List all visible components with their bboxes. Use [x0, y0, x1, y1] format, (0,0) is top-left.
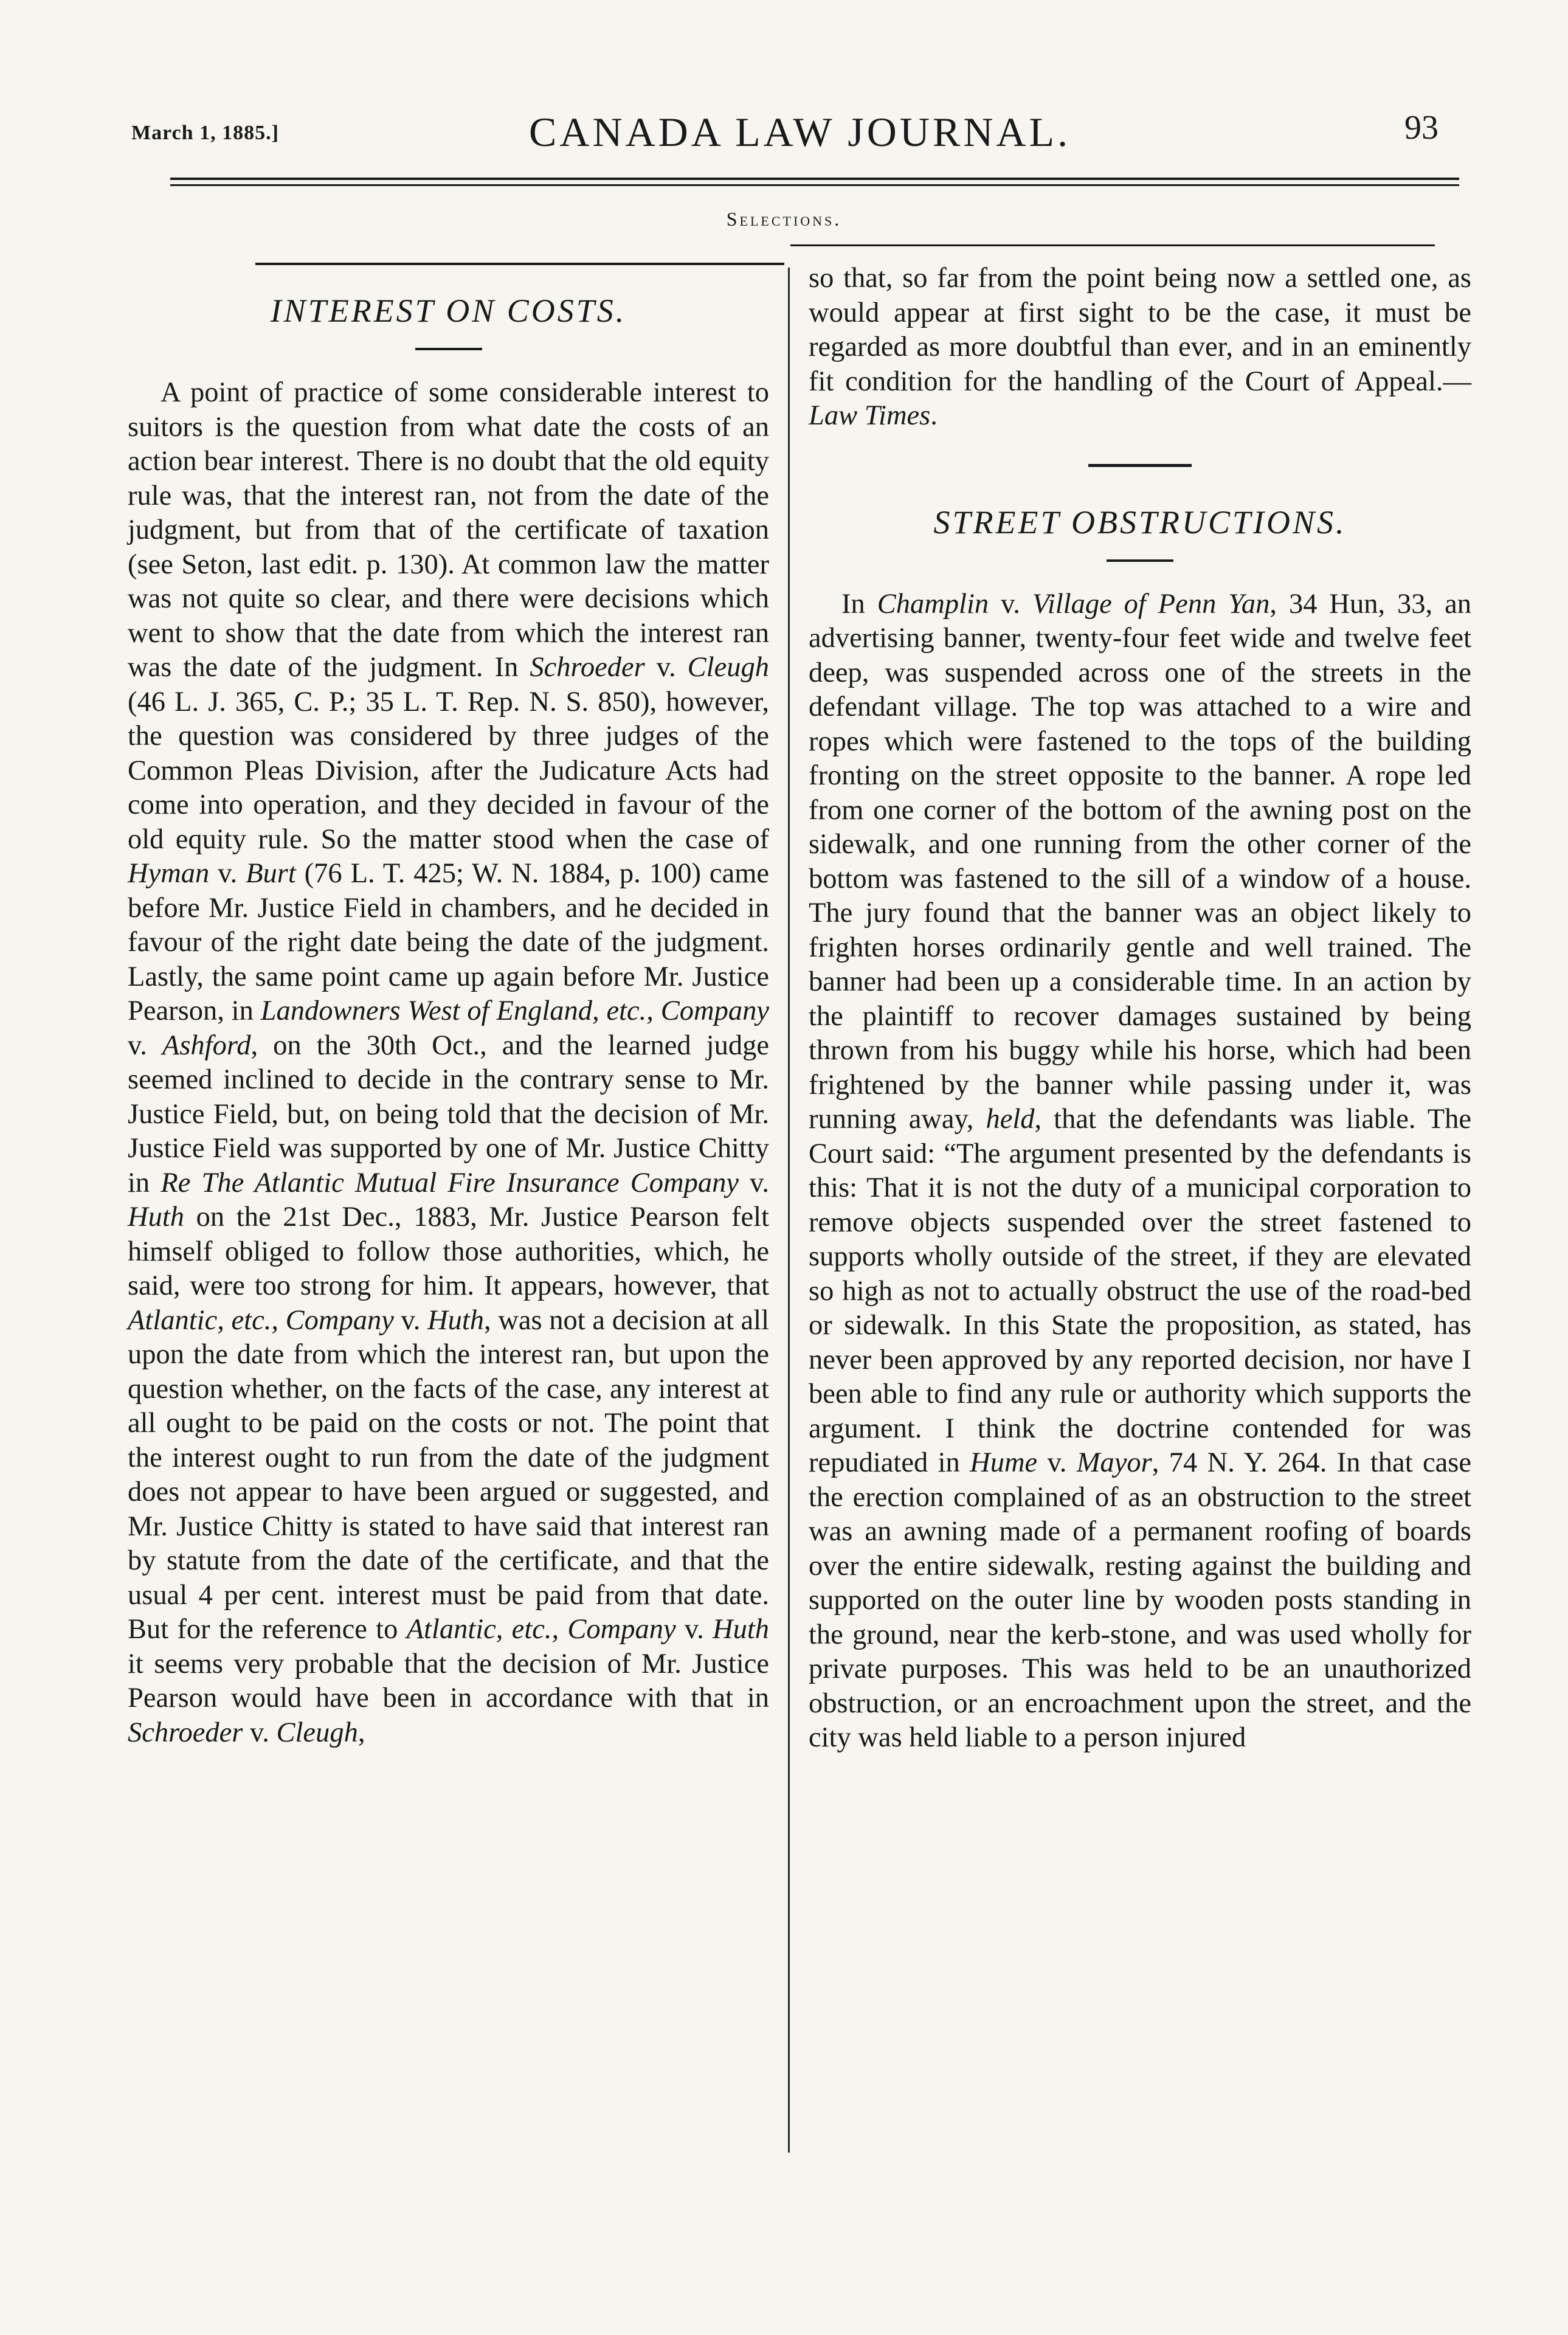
italic-text: Village of Penn Yan [1032, 588, 1270, 620]
italic-text: Schroeder [128, 1717, 243, 1748]
title-rule [415, 348, 482, 350]
header-rule-bottom [170, 184, 1459, 186]
italic-text: Mayor [1076, 1447, 1152, 1478]
italic-text: Huth [427, 1304, 485, 1336]
italic-text: Hume [970, 1447, 1038, 1478]
header-date: March 1, 1885.] [131, 122, 279, 144]
italic-text: Cleugh [687, 652, 769, 683]
article-continuation-interest-on-costs: so that, so far from the point being now a settled one, as would appear at first sight to be the case, it must be regarded as more doubtful than ever, and in an eminently fit condition for the handling of the Court of Appeal.—Law Times. [809, 263, 1471, 431]
italic-text: Re The Atlantic Mutual Fire Insurance Company [161, 1167, 739, 1199]
header-rule-top [170, 178, 1459, 180]
italic-text: Schroeder [530, 652, 645, 683]
italic-text: Ashford [162, 1029, 251, 1061]
italic-text: Burt [246, 858, 296, 889]
italic-text: Law Times [809, 400, 931, 431]
italic-text: held [986, 1104, 1035, 1135]
left-column [128, 261, 769, 1750]
article-body-street-obstructions: In Champlin v. Village of Penn Yan, 34 Hun, 33, an advertising banner, twenty-four feet wide and twelve feet deep, was suspended across one of the streets in the defendant village. The top was attached to a wire and ropes which were fastened to the tops of the building fronting on the street opposite to the banner. A rope led from one corner of the bottom of the awning post on the sidewalk, and one running from the other corner of the bottom was fastened to the sill of a window of a house. The jury found that the banner was an object likely to frighten horses ordinarily gentle and well trained. The banner had been up a considerable time. In an action by the plaintiff to recover damages sustained by being thrown from his buggy while his horse, which had been frightened by the banner while passing under it, was running away, held, that the defendants was liable. The Court said: “The argument presented by the defendants is this: That it is not the duty of a municipal corporation to remove objects suspended over the street fastened to supports wholly outside of the street, if they are elevated so high as not to actually obstruct the use of the road-bed or sidewalk. In this State the proposition, as stated, has never been approved by any reported decision, nor have I been able to find any rule or authority which supports the argument. I think the doctrine contended for was repudiated in Hume v. Mayor, 74 N. Y. 264. In that case the erection complained of as an obstruction to the street was an awning made of a permanent roofing of boards over the entire sidewalk, resting against the building and supported on the outer line by wooden posts standing in the ground, near the kerb-stone, and was used wholly for private purposes. This was held to be an unauthorized obstruction, or an encroachment upon the street, and the city was held liable to a person injured [809, 588, 1471, 1753]
article-title-street-obstructions: STREET OBSTRUCTIONS. [933, 503, 1347, 541]
italic-text: Atlantic, etc., Company [406, 1614, 676, 1645]
italic-text: Landowners West of England, etc., Company [260, 995, 769, 1026]
journal-title: CANADA LAW JOURNAL. [529, 109, 1071, 155]
article-body-interest-on-costs: A point of practice of some considerable interest to suitors is the question from what date the costs of an action bear interest. There is no doubt that the old equity rule was, that the interest ran, not from the date of the judgment, but from that of the certificate of taxation (see Seton, last edit. p. 130). At common law the matter was not quite so clear, and there were decisions which went to show that the date from which the interest ran was the date of the judgment. In Schroeder v. Cleugh (46 L. J. 365, C. P.; 35 L. T. Rep. N. S. 850), however, the question was considered by three judges of the Common Pleas Division, after the Judicature Acts had come into operation, and they decided in favour of the old equity rule. So the matter stood when the case of Hyman v. Burt (76 L. T. 425; W. N. 1884, p. 100) came before Mr. Justice Field in chambers, and he decided in favour of the right date being the date of the judgment. Lastly, the same point came up again before Mr. Justice Pearson, in Landowners West of England, etc., Company v. Ashford, on the 30th Oct., and the learned judge seemed inclined to decide in the contrary sense to Mr. Justice Field, but, on being told that the decision of Mr. Justice Field was supported by one of Mr. Justice Chitty in Re The Atlantic Mutual Fire Insurance Company v. Huth on the 21st Dec., 1883, Mr. Justice Pearson felt himself obliged to follow those authorities, which, he said, were too strong for him. It appears, however, that Atlantic, etc., Company v. Huth, was not a decision at all upon the date from which the interest ran, but upon the question whether, on the facts of the case, any interest at all ought to be paid on the costs or not. The point that the interest ought to run from the date of the judgment does not appear to have been argued or suggested, and Mr. Justice Chitty is stated to have said that interest ran by statute from the date of the certificate, and that the usual 4 per cent. interest must be paid from that date. But for the reference to Atlantic, etc., Company v. Huth it seems very probable that the decision of Mr. Justice Pearson would have been in accordance with that in Schroeder v. Cleugh, [128, 377, 770, 1748]
italic-text: Huth [128, 1202, 184, 1233]
italic-text: Atlantic, etc., Company [128, 1304, 394, 1336]
italic-text: Hyman [128, 858, 210, 889]
page-number: 93 [1404, 109, 1438, 147]
right-column [809, 261, 1471, 1756]
italic-text: Huth [713, 1614, 769, 1645]
section-rule-right [790, 244, 1435, 246]
italic-text: Champlin [877, 588, 989, 620]
column-divider [788, 268, 790, 2153]
article-title-interest-on-costs: INTEREST ON COSTS. [270, 292, 627, 329]
section-label: Selections. [726, 208, 842, 230]
article-separator-rule [1088, 464, 1192, 467]
title-rule [1107, 559, 1173, 562]
italic-text: Cleugh [276, 1717, 358, 1748]
